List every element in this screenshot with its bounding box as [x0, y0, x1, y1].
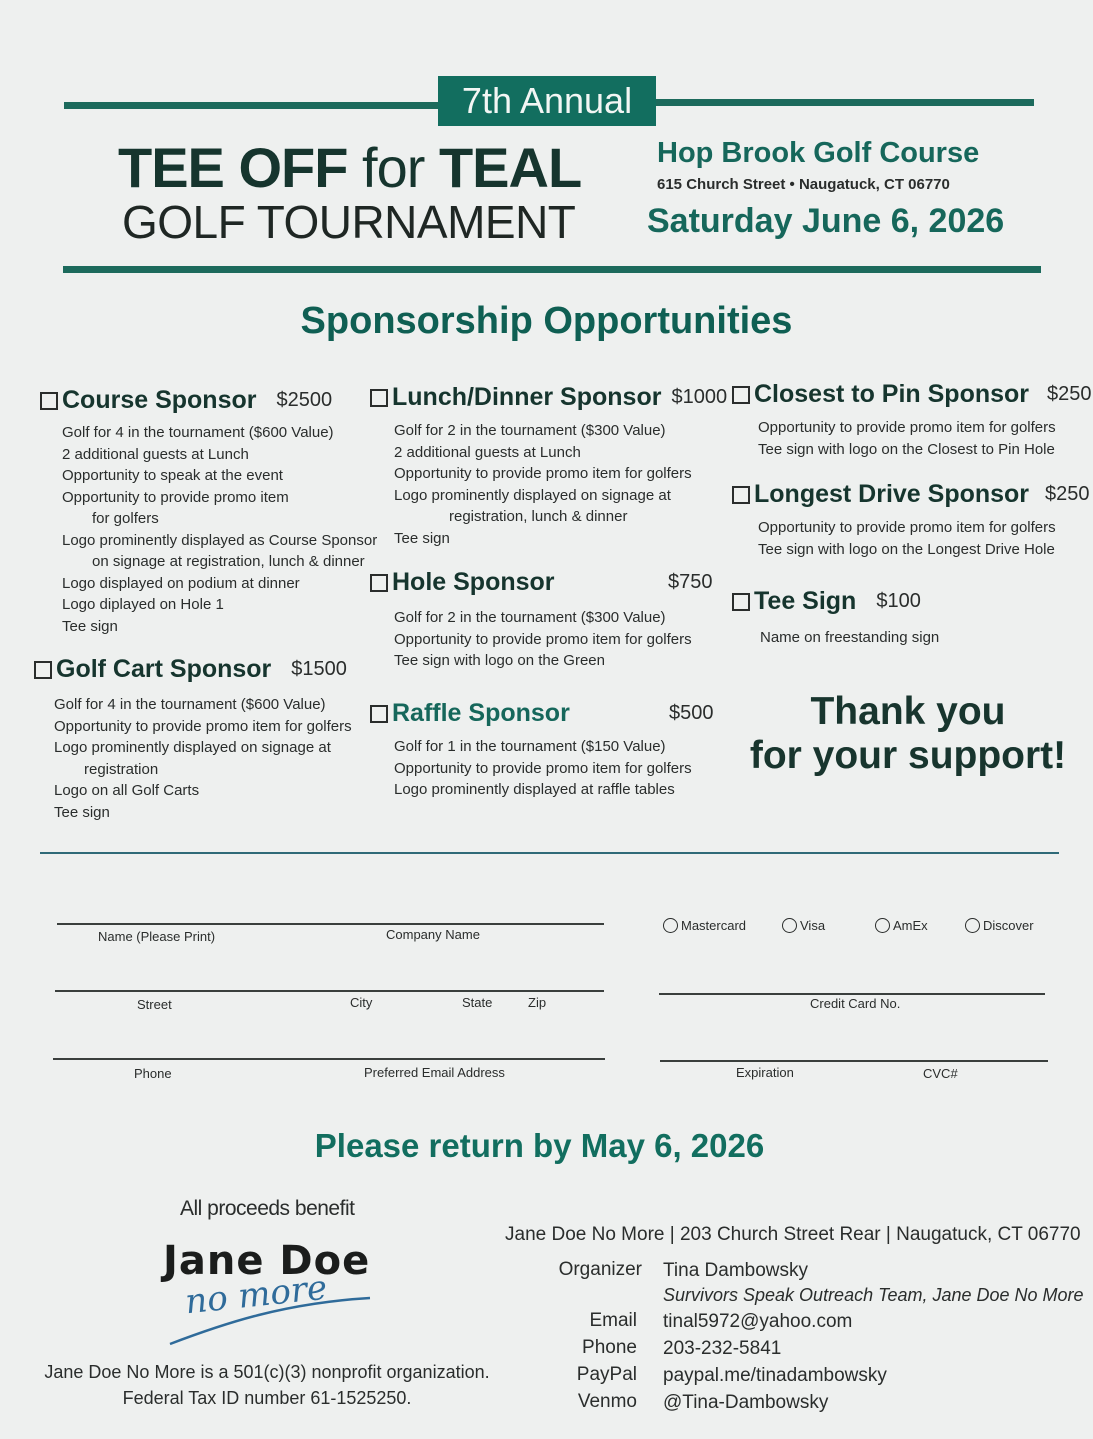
longest-drive-sponsor-title: Longest Drive Sponsor [754, 480, 1030, 508]
benefit-line: Logo on all Golf Carts [54, 782, 200, 799]
lunch-dinner-sponsor-checkbox[interactable] [370, 389, 388, 407]
hole-sponsor-benefits [394, 607, 692, 672]
mastercard-label: Mastercard [681, 918, 747, 933]
organizer-label: Organizer [558, 1259, 642, 1280]
course-sponsor-checkbox[interactable] [40, 392, 58, 410]
benefit-line: Opportunity to provide promo item for golfers [394, 759, 692, 777]
lunch-dinner-sponsor-option[interactable] [370, 383, 727, 412]
benefit-line: Opportunity to provide promo item for golfers [394, 630, 692, 648]
closest-to-pin-sponsor-benefits [758, 417, 1056, 460]
golf-cart-sponsor-benefits [54, 694, 352, 823]
benefit-line: Opportunity to provide promo item for golfers [758, 519, 1056, 536]
header-top-rule-right [650, 99, 1034, 106]
hole-sponsor-price: $750 [668, 571, 713, 593]
closest-to-pin-sponsor-title: Closest to Pin Sponsor [754, 380, 1030, 408]
name-label: Name (Please Print) [98, 929, 216, 944]
city-label: City [350, 995, 373, 1010]
event-title-part2: TEAL [438, 136, 582, 199]
tee-sign-sponsor-benefits [760, 627, 939, 649]
organizer-title: Survivors Speak Outreach Team, Jane Doe No More [663, 1285, 1084, 1305]
benefit-line: Logo prominently displayed at raffle tables [394, 781, 675, 798]
proceeds-benefit-text: All proceeds benefit [180, 1197, 355, 1220]
visa-label: Visa [800, 918, 826, 933]
benefit-line: registration, lunch & dinner [449, 508, 628, 525]
event-subtitle: GOLF TOURNAMENT [122, 196, 576, 248]
street-label: Street [137, 997, 172, 1012]
longest-drive-sponsor-price: $250 [1045, 483, 1090, 505]
benefit-line: Tee sign with logo on the Longest Drive Hole [758, 540, 1055, 558]
raffle-sponsor-benefits [394, 736, 692, 801]
header-top-rule-left [64, 102, 444, 109]
hole-sponsor-checkbox[interactable] [370, 574, 388, 592]
raffle-sponsor-checkbox[interactable] [370, 705, 388, 723]
amex-radio[interactable] [875, 918, 890, 933]
event-title-for: for [362, 136, 425, 199]
nonprofit-line2: Federal Tax ID number 61-1525250. [122, 1388, 412, 1408]
longest-drive-sponsor-benefits [758, 517, 1056, 560]
benefit-line: Golf for 2 in the tournament ($300 Value) [394, 609, 666, 626]
discover-radio[interactable] [965, 918, 980, 933]
benefit-line: Logo prominently displayed as Course Sponsor [62, 531, 378, 549]
state-label: State [462, 995, 493, 1010]
tee-sign-sponsor-option[interactable] [732, 587, 921, 616]
benefit-line: for golfers [92, 510, 159, 527]
benefit-line: 2 additional guests at Lunch [394, 443, 581, 461]
credit-card-label: Credit Card No. [810, 996, 901, 1011]
expiration-cvc-field[interactable] [660, 1060, 1048, 1062]
email-contact-label: Email [589, 1310, 637, 1331]
benefit-line: Golf for 2 in the tournament ($300 Value) [394, 422, 666, 439]
expiration-label: Expiration [736, 1065, 794, 1080]
email-label: Preferred Email Address [364, 1065, 505, 1080]
mastercard-radio[interactable] [663, 918, 678, 933]
raffle-sponsor-price: $500 [669, 702, 714, 724]
return-deadline: Please return by May 6, 2026 [314, 1127, 765, 1164]
annual-badge: 7th Annual [438, 76, 656, 126]
benefit-line: Tee sign [54, 803, 110, 821]
benefit-line: Tee sign with logo on the Green [394, 652, 605, 669]
closest-to-pin-sponsor-option[interactable] [732, 380, 1092, 409]
phone-label: Phone [134, 1066, 172, 1081]
raffle-sponsor-title: Raffle Sponsor [392, 699, 570, 727]
golf-cart-sponsor-price: $1500 [291, 658, 347, 680]
hole-sponsor-title: Hole Sponsor [392, 568, 555, 596]
email-contact-link[interactable]: tinal5972@yahoo.com [663, 1311, 853, 1332]
name-company-field[interactable] [57, 923, 604, 925]
benefit-line: Opportunity to provide promo item [62, 488, 289, 506]
benefit-line: Golf for 4 in the tournament ($600 Value) [54, 696, 326, 713]
benefit-line: Golf for 1 in the tournament ($150 Value) [394, 738, 666, 755]
logo-swoosh-icon [165, 1268, 380, 1348]
lunch-dinner-sponsor-benefits [394, 420, 692, 549]
tee-sign-sponsor-title: Tee Sign [754, 587, 857, 615]
benefit-line: Tee sign [62, 617, 118, 635]
longest-drive-sponsor-checkbox[interactable] [732, 486, 750, 504]
benefit-line: on signage at registration, lunch & dinner [92, 553, 365, 570]
phone-contact-value: 203-232-5841 [663, 1338, 782, 1359]
paypal-label: PayPal [576, 1364, 637, 1385]
form-divider [40, 852, 1059, 854]
event-title-part1: TEE OFF [118, 136, 348, 199]
discover-label: Discover [983, 918, 1034, 933]
amex-option[interactable] [875, 918, 928, 933]
zip-label: Zip [528, 995, 547, 1010]
venue-address: 615 Church Street • Naugatuck, CT 06770 [657, 176, 950, 193]
closest-to-pin-sponsor-checkbox[interactable] [732, 386, 750, 404]
closest-to-pin-sponsor-price: $250 [1047, 383, 1092, 405]
tee-sign-sponsor-price: $100 [876, 590, 921, 612]
organizer-name: Tina Dambowsky [663, 1260, 809, 1281]
golf-cart-sponsor-title: Golf Cart Sponsor [56, 655, 272, 683]
thank-you-line2: for your support! [749, 734, 1067, 777]
venue-name: Hop Brook Golf Course [657, 137, 980, 169]
paypal-link[interactable]: paypal.me/tinadambowsky [663, 1365, 887, 1386]
company-label: Company Name [386, 927, 480, 942]
tee-sign-sponsor-checkbox[interactable] [732, 593, 750, 611]
raffle-sponsor-option[interactable] [370, 699, 570, 728]
section-heading: Sponsorship Opportunities [300, 300, 793, 342]
course-sponsor-option[interactable] [40, 386, 332, 415]
org-address: Jane Doe No More | 203 Church Street Rear | Naugatuck, CT 06770 [505, 1224, 1081, 1245]
event-title [118, 135, 581, 200]
benefit-line: Tee sign [394, 529, 450, 547]
lunch-dinner-sponsor-title: Lunch/Dinner Sponsor [392, 383, 662, 411]
visa-option[interactable] [782, 918, 825, 933]
discover-option[interactable] [965, 918, 1034, 933]
nonprofit-statement [32, 1359, 502, 1411]
benefit-line: Logo prominently displayed on signage at [54, 739, 331, 756]
golf-cart-sponsor-option[interactable] [34, 655, 347, 684]
benefit-line: Golf for 4 in the tournament ($600 Value) [62, 424, 334, 441]
address-field[interactable] [55, 990, 604, 992]
cvc-label: CVC# [923, 1066, 958, 1081]
lunch-dinner-sponsor-price: $1000 [671, 386, 728, 408]
credit-card-field[interactable] [659, 993, 1045, 995]
venmo-handle: @Tina-Dambowsky [663, 1392, 829, 1413]
benefit-line: Opportunity to provide promo item for golfers [394, 465, 692, 482]
phone-email-field[interactable] [53, 1058, 605, 1060]
phone-contact-label: Phone [582, 1337, 637, 1358]
thank-you-line1: Thank you [810, 690, 1006, 733]
no-more-logo-script: no more [183, 1267, 329, 1323]
benefit-line: Logo diplayed on Hole 1 [62, 596, 224, 613]
benefit-line: Logo displayed on podium at dinner [62, 574, 300, 592]
benefit-line: Opportunity to speak at the event [62, 467, 283, 484]
visa-radio[interactable] [782, 918, 797, 933]
benefit-line: Opportunity to provide promo item for golfers [54, 717, 352, 735]
benefit-line: Logo prominently displayed on signage at [394, 486, 671, 504]
thank-you-message [748, 690, 1068, 778]
course-sponsor-price: $2500 [276, 389, 333, 411]
header-bottom-rule [63, 266, 1041, 273]
benefit-line: Tee sign with logo on the Closest to Pin Hole [758, 440, 1055, 458]
jane-doe-logo-text: Jane Doe [163, 1238, 371, 1284]
golf-cart-sponsor-checkbox[interactable] [34, 661, 52, 679]
hole-sponsor-option[interactable] [370, 568, 555, 597]
benefit-line: registration [84, 760, 159, 778]
course-sponsor-benefits [62, 422, 377, 637]
mastercard-option[interactable] [663, 918, 746, 933]
event-date: Saturday June 6, 2026 [647, 202, 1005, 240]
course-sponsor-title: Course Sponsor [62, 386, 257, 414]
longest-drive-sponsor-option[interactable] [732, 480, 1090, 509]
amex-label: AmEx [893, 918, 928, 933]
nonprofit-line1: Jane Doe No More is a 501(c)(3) nonprofit organization. [44, 1362, 490, 1382]
benefit-line: Name on freestanding sign [760, 629, 940, 646]
benefit-line: 2 additional guests at Lunch [62, 445, 249, 463]
venmo-label: Venmo [577, 1391, 637, 1412]
benefit-line: Opportunity to provide promo item for golfers [758, 419, 1056, 436]
